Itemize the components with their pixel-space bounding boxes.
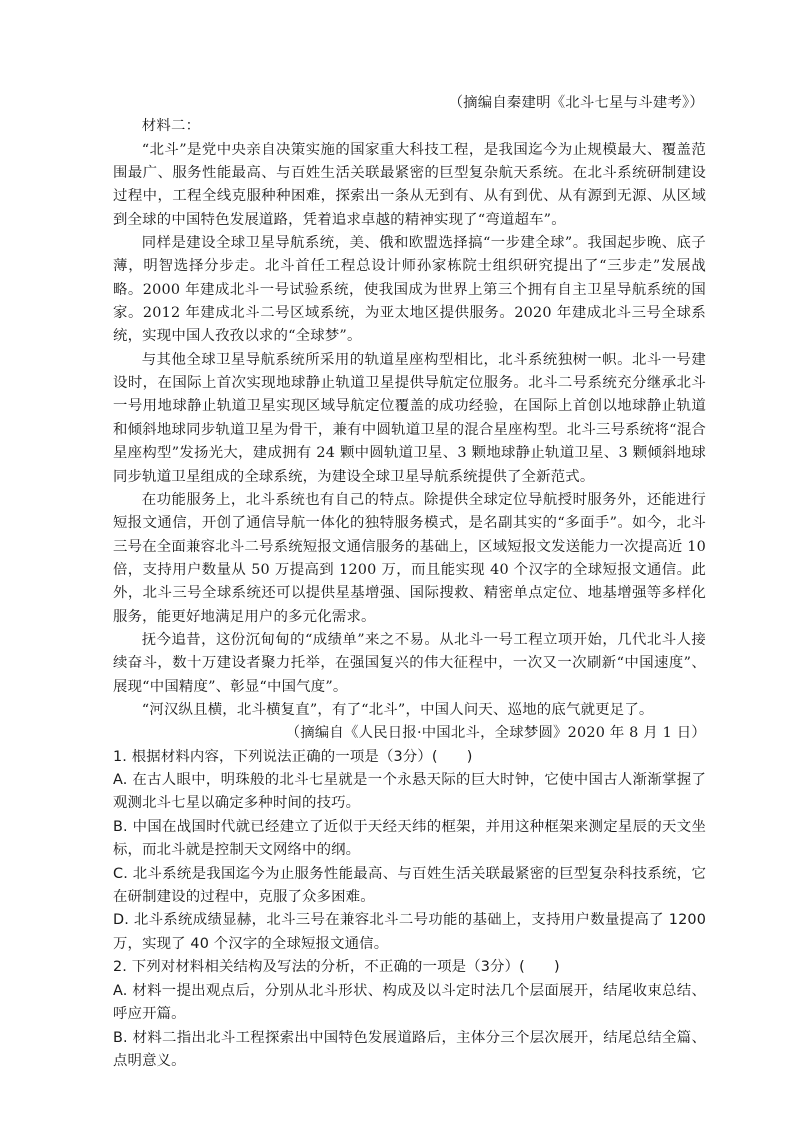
paragraph: “北斗”是党中央亲自决策实施的国家重大科技工程，是我国迄今为止规模最大、覆盖范围最广、服务性能最高、与百姓生活关联最紧密的巨型复杂航天系统。在北斗系统研制建设过程中，工程全线克服种种困难，探索出一条从无到有、从有到优、从有源到无源、从区域到全球的中国特色发展道路，凭着追求卓越的精神实现了“弯道超车”。 xyxy=(113,141,706,228)
material-two-source: （摘编自《人民日报·中国北斗，全球梦圆》2020 年 8 月 1 日） xyxy=(285,725,706,742)
paragraph: 同样是建设全球卫星导航系统，美、俄和欧盟选择搞“一步建全球”。我国起步晚、底子薄，明智选择分步走。北斗首任工程总设计师孙家栋院士组织研究提出了“三步走”发展战略。2000 年建成北斗一号试验系统，使我国成为世界上第三个拥有自主卫星导航系统的国家。2012 年建成北斗二号区域系统，为亚太地区提供服务。2020 年建成北斗三号全球系统，实现中国人孜孜以求的“全球梦”。 xyxy=(113,235,706,345)
paragraph: “河汉纵且横，北斗横复直”，有了“北斗”，中国人问天、巡地的底气就更足了。 xyxy=(141,701,654,718)
question-option: D. 北斗系统成绩显赫，北斗三号在兼容北斗二号功能的基础上，支持用户数量提高了 1200 万，实现了 40 个汉字的全球短报文通信。 xyxy=(113,912,706,952)
question-section xyxy=(113,746,706,1074)
paragraph: 与其他全球卫星导航系统所采用的轨道星座构型相比，北斗系统独树一帜。北斗一号建设时，在国际上首次实现地球静止轨道卫星提供导航定位服务。北斗二号系统充分继承北斗一号用地球静止轨道卫星实现区域导航定位覆盖的成功经验，在国际上首创以地球静止轨道和倾斜地球同步轨道卫星为骨干，兼有中圆轨道卫星的混合星座构型。北斗三号系统将“混合星座构型”发扬光大，建成拥有 24 颗中圆轨道卫星、3 颗地球静止轨道卫星、3 颗倾斜地球同步轨道卫星组成的全球系统，为建设全球卫星导航系统提供了全新范式。 xyxy=(113,351,706,485)
question-option: A. 材料一提出观点后，分别从北斗形状、构成及以斗定时法几个层面展开，结尾收束总结、呼应开篇。 xyxy=(113,982,706,1023)
question-option: B. 中国在战国时代就已经建立了近似于天经天纬的框架，并用这种框架来测定星辰的天文坐标，而北斗就是控制天文网络中的纲。 xyxy=(113,818,706,859)
paragraph: 抚今追昔，这份沉甸甸的“成绩单”来之不易。从北斗一号工程立项开始，几代北斗人接续奋斗，数十万建设者聚力托举，在强国复兴的伟大征程中，一次又一次刷新“中国速度”、展现“中国精度”、彰显“中国气度”。 xyxy=(113,631,706,695)
paragraph: 在功能服务上，北斗系统也有自己的特点。除提供全球定位导航授时服务外，还能进行短报文通信，开创了通信导航一体化的独特服务模式，是名副其实的“多面手”。如今，北斗三号在全面兼容北斗二号系统短报文通信服务的基础上，区域短报文发送能力一次提高近 10 倍，支持用户数量从 50 万提高到 1200 万，而且能实现 40 个汉字的全球短报文通信。此外，北斗三号全球系统还可以提供星基增强、国际搜救、精密单点定位、地基增强等多样化服务，能更好地满足用户的多元化需求。 xyxy=(113,491,706,625)
question-option: A. 在古人眼中，明珠般的北斗七星就是一个永悬天际的巨大时钟，它使中国古人渐渐掌握了观测北斗七星以确定多种时间的技巧。 xyxy=(113,772,706,812)
question-option: C. 北斗系统是我国迄今为止服务性能最高、与百姓生活关联最紧密的巨型复杂科技系统，它在研制建设的过程中，克服了众多困难。 xyxy=(113,865,706,906)
material-one-source: （摘编自秦建明《北斗七星与斗建考》） xyxy=(448,95,704,111)
material-two-heading: 材料二： xyxy=(141,118,201,135)
article-text xyxy=(113,92,706,746)
question-stem: 1. 根据材料内容，下列说法正确的一项是（3分）( ) xyxy=(113,748,473,765)
question-stem: 2. 下列对材料相关结构及写法的分析，不正确的一项是（3分）( ) xyxy=(113,959,560,976)
question-option: B. 材料二指出北斗工程探索出中国特色发展道路后，主体分三个层次展开，结尾总结全篇、点明意义。 xyxy=(113,1029,706,1069)
